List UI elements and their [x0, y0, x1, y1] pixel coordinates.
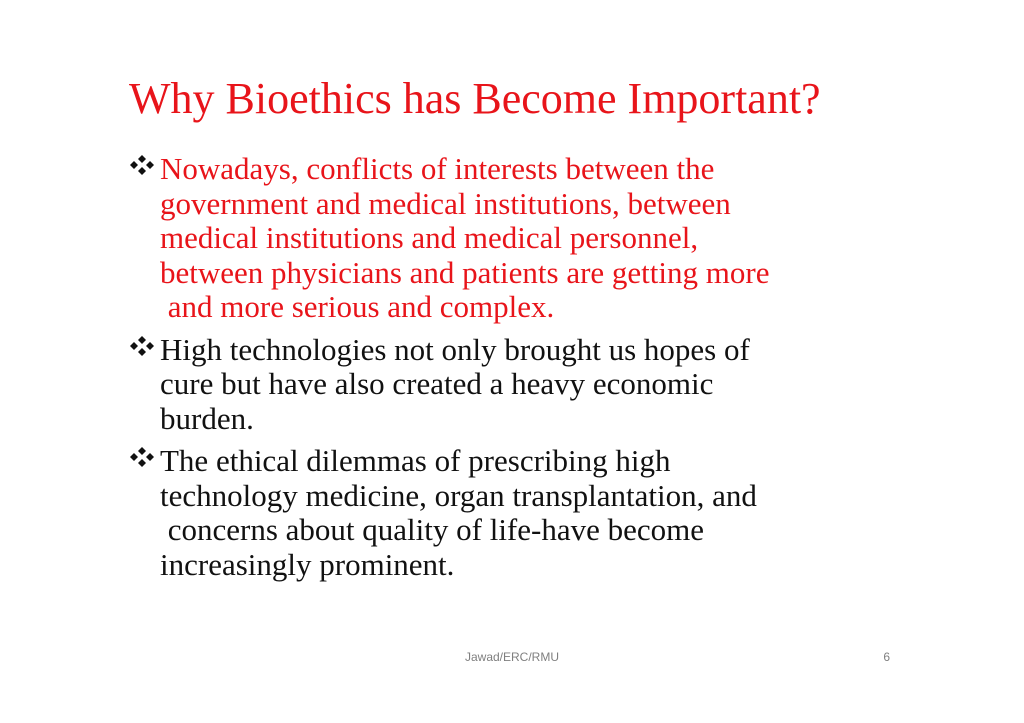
bullet-line: burden.: [160, 400, 254, 436]
bullet-line: High technologies not only brought us hopes of: [160, 331, 750, 367]
bullet-item-ethical-dilemmas: [129, 444, 909, 582]
bullet-line: between physicians and patients are getting more: [160, 254, 770, 290]
page-number: 6: [883, 650, 890, 664]
slide-title: Why Bioethics has Become Important?: [129, 74, 821, 123]
bullet-line: cure but have also created a heavy economic: [160, 366, 714, 401]
slide-footer: Jawad/ERC/RMU: [464, 650, 560, 664]
bullet-list: [129, 152, 909, 590]
bullet-item-technologies: [129, 333, 909, 437]
bullet-line: Nowadays, conflicts of interests between the: [160, 151, 715, 186]
bullet-item-conflicts: [129, 152, 909, 325]
bullet-line: technology medicine, organ transplantation, and: [160, 477, 757, 513]
bullet-line: medical institutions and medical personnel,: [160, 220, 699, 255]
bullet-line: increasingly prominent.: [160, 546, 455, 582]
bullet-line: The ethical dilemmas of prescribing high: [160, 443, 671, 478]
bullet-line: concerns about quality of life-have become: [160, 512, 704, 547]
four-diamond-bullet-icon: [129, 446, 155, 468]
bullet-line: and more serious and complex.: [160, 289, 555, 324]
bullet-line: government and medical institutions, between: [160, 185, 731, 221]
four-diamond-bullet-icon: [129, 154, 155, 176]
four-diamond-bullet-icon: [129, 335, 155, 357]
